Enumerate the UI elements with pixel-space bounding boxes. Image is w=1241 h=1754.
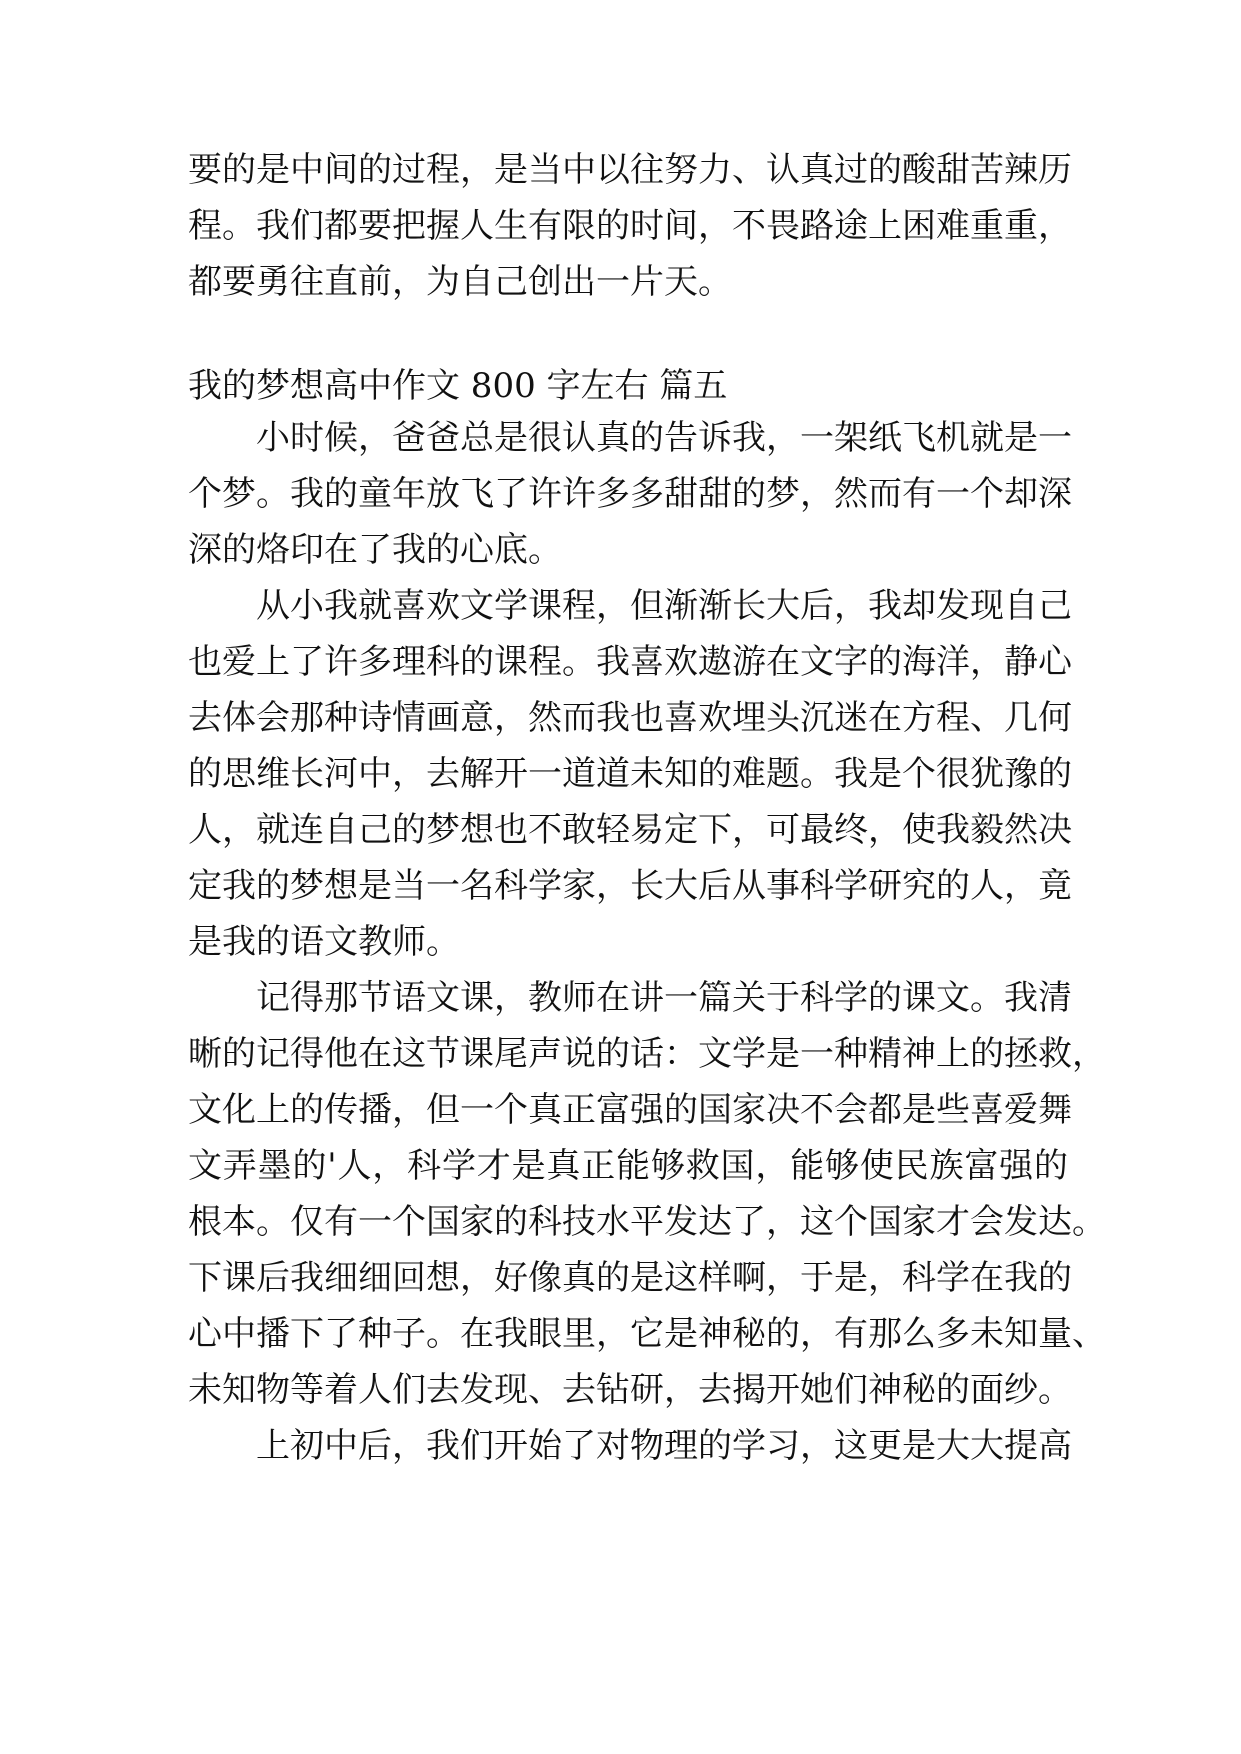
text-line: 文弄墨的'人，科学才是真正能够救国，能够使民族富强的 <box>188 1146 1068 1186</box>
text-line: 下课后我细细回想，好像真的是这样啊，于是，科学在我的 <box>188 1258 1072 1298</box>
text-line: 要的是中间的过程，是当中以往努力、认真过的酸甜苦辣历 <box>188 150 1072 190</box>
text-line: 是我的语文教师。 <box>188 922 460 962</box>
text-line: 定我的梦想是当一名科学家，长大后从事科学研究的人，竟 <box>188 866 1072 906</box>
text-line: 去体会那种诗情画意，然而我也喜欢埋头沉迷在方程、几何 <box>188 698 1072 738</box>
text-line: 文化上的传播，但一个真正富强的国家决不会都是些喜爱舞 <box>188 1090 1072 1130</box>
text-line: 未知物等着人们去发现、去钻研，去揭开她们神秘的面纱。 <box>188 1370 1072 1410</box>
text-line: 晰的记得他在这节课尾声说的话：文学是一种精神上的拯救， <box>188 1034 1106 1074</box>
text-line: 心中播下了种子。在我眼里，它是神秘的，有那么多未知量、 <box>188 1314 1106 1354</box>
text-line: 人，就连自己的梦想也不敢轻易定下，可最终，使我毅然决 <box>188 810 1072 850</box>
text-line: 也爱上了许多理科的课程。我喜欢遨游在文字的海洋，静心 <box>188 642 1072 682</box>
text-line: 从小我就喜欢文学课程，但渐渐长大后，我却发现自己 <box>256 586 1072 626</box>
text-line: 记得那节语文课，教师在讲一篇关于科学的课文。我清 <box>256 978 1072 1018</box>
section-heading: 我的梦想高中作文 800 字左右 篇五 <box>188 366 728 406</box>
text-line: 深的烙印在了我的心底。 <box>188 530 562 570</box>
text-line: 小时候，爸爸总是很认真的告诉我，一架纸飞机就是一 <box>256 418 1072 458</box>
text-line: 程。我们都要把握人生有限的时间，不畏路途上困难重重， <box>188 206 1072 246</box>
text-line: 个梦。我的童年放飞了许许多多甜甜的梦，然而有一个却深 <box>188 474 1072 514</box>
text-line: 的思维长河中，去解开一道道未知的难题。我是个很犹豫的 <box>188 754 1072 794</box>
text-line: 都要勇往直前，为自己创出一片天。 <box>188 262 732 302</box>
text-line: 根本。仅有一个国家的科技水平发达了，这个国家才会发达。 <box>188 1202 1106 1242</box>
text-line: 上初中后，我们开始了对物理的学习，这更是大大提高 <box>256 1426 1072 1466</box>
